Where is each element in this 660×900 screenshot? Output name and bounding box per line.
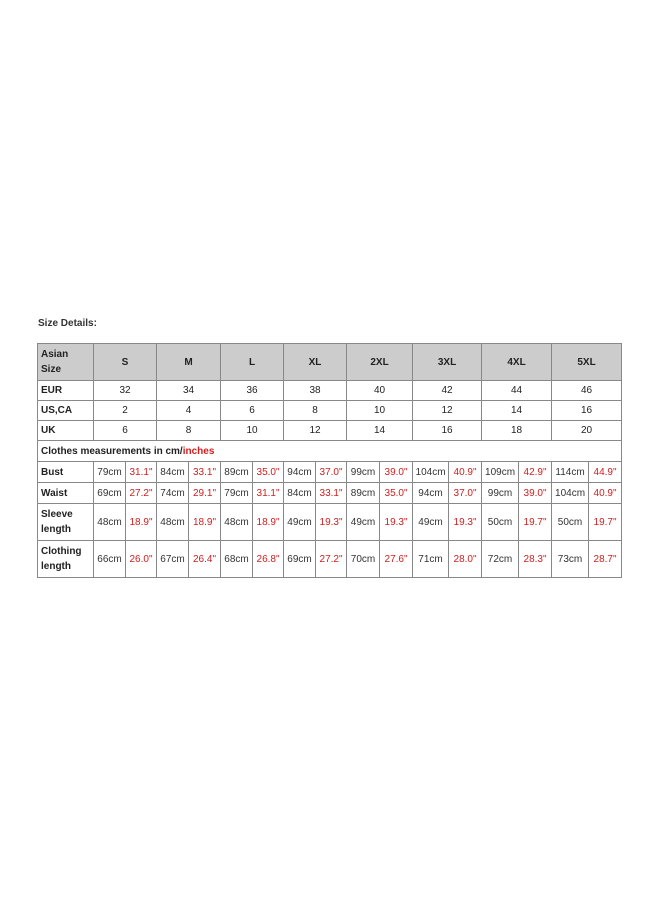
table-cell: 8 bbox=[157, 421, 221, 441]
cm-cell: 99cm bbox=[482, 483, 519, 504]
cm-cell: 49cm bbox=[413, 504, 449, 541]
cm-cell: 72cm bbox=[482, 541, 519, 578]
asian-size-header: Asian Size bbox=[38, 344, 94, 381]
size-details-caption: Size Details: bbox=[38, 318, 97, 329]
table-cell: 42 bbox=[413, 381, 482, 401]
table-cell: 4 bbox=[157, 401, 221, 421]
size-chart-table bbox=[37, 343, 622, 578]
inch-cell: 26.4" bbox=[189, 541, 221, 578]
inch-cell: 28.7" bbox=[589, 541, 622, 578]
us-ca-row bbox=[38, 401, 622, 421]
cm-cell: 48cm bbox=[94, 504, 126, 541]
cm-cell: 79cm bbox=[221, 483, 253, 504]
inch-cell: 19.3" bbox=[449, 504, 482, 541]
inch-cell: 37.0" bbox=[316, 462, 347, 483]
uk-row bbox=[38, 421, 622, 441]
sleeve-length-row bbox=[38, 504, 622, 541]
table-cell: 16 bbox=[552, 401, 622, 421]
inch-cell: 18.9" bbox=[253, 504, 284, 541]
measurements-section-title bbox=[38, 441, 622, 462]
cm-cell: 94cm bbox=[284, 462, 316, 483]
cm-cell: 89cm bbox=[221, 462, 253, 483]
size-header-cell: 4XL bbox=[482, 344, 552, 381]
table-cell: 6 bbox=[221, 401, 284, 421]
table-cell: 32 bbox=[94, 381, 157, 401]
size-header-cell: L bbox=[221, 344, 284, 381]
size-header-cell: 2XL bbox=[347, 344, 413, 381]
cm-cell: 79cm bbox=[94, 462, 126, 483]
inch-cell: 27.2" bbox=[316, 541, 347, 578]
cm-cell: 104cm bbox=[413, 462, 449, 483]
table-cell: 18 bbox=[482, 421, 552, 441]
row-label: EUR bbox=[38, 381, 94, 401]
cm-cell: 69cm bbox=[284, 541, 316, 578]
table-cell: 10 bbox=[347, 401, 413, 421]
inch-cell: 19.3" bbox=[316, 504, 347, 541]
section-title-highlight: inches bbox=[182, 445, 215, 457]
section-title-prefix: Clothes measurements in cm/ bbox=[41, 445, 183, 457]
eur-row bbox=[38, 381, 622, 401]
inch-cell: 42.9" bbox=[519, 462, 552, 483]
cm-cell: 68cm bbox=[221, 541, 253, 578]
size-header-cell: 5XL bbox=[552, 344, 622, 381]
cm-cell: 49cm bbox=[347, 504, 380, 541]
size-header-cell: 3XL bbox=[413, 344, 482, 381]
table-cell: 12 bbox=[413, 401, 482, 421]
cm-cell: 114cm bbox=[552, 462, 589, 483]
inch-cell: 26.8" bbox=[253, 541, 284, 578]
inch-cell: 27.2" bbox=[126, 483, 157, 504]
row-label: UK bbox=[38, 421, 94, 441]
size-header-row bbox=[38, 344, 622, 381]
table-cell: 14 bbox=[482, 401, 552, 421]
table-cell: 8 bbox=[284, 401, 347, 421]
cm-cell: 66cm bbox=[94, 541, 126, 578]
row-label: Bust bbox=[38, 462, 94, 483]
clothing-length-row bbox=[38, 541, 622, 578]
cm-cell: 69cm bbox=[94, 483, 126, 504]
table-cell: 14 bbox=[347, 421, 413, 441]
inch-cell: 35.0" bbox=[380, 483, 413, 504]
table-cell: 38 bbox=[284, 381, 347, 401]
size-header-cell: S bbox=[94, 344, 157, 381]
cm-cell: 48cm bbox=[221, 504, 253, 541]
table-cell: 2 bbox=[94, 401, 157, 421]
bust-row bbox=[38, 462, 622, 483]
cm-cell: 71cm bbox=[413, 541, 449, 578]
table-cell: 36 bbox=[221, 381, 284, 401]
inch-cell: 33.1" bbox=[316, 483, 347, 504]
inch-cell: 44.9" bbox=[589, 462, 622, 483]
table-cell: 12 bbox=[284, 421, 347, 441]
table-cell: 44 bbox=[482, 381, 552, 401]
row-label: US,CA bbox=[38, 401, 94, 421]
inch-cell: 19.3" bbox=[380, 504, 413, 541]
cm-cell: 109cm bbox=[482, 462, 519, 483]
size-header-cell: M bbox=[157, 344, 221, 381]
cm-cell: 89cm bbox=[347, 483, 380, 504]
cm-cell: 50cm bbox=[552, 504, 589, 541]
cm-cell: 67cm bbox=[157, 541, 189, 578]
inch-cell: 19.7" bbox=[589, 504, 622, 541]
cm-cell: 99cm bbox=[347, 462, 380, 483]
cm-cell: 73cm bbox=[552, 541, 589, 578]
cm-cell: 70cm bbox=[347, 541, 380, 578]
inch-cell: 28.3" bbox=[519, 541, 552, 578]
inch-cell: 31.1" bbox=[253, 483, 284, 504]
table-cell: 20 bbox=[552, 421, 622, 441]
inch-cell: 18.9" bbox=[126, 504, 157, 541]
inch-cell: 19.7" bbox=[519, 504, 552, 541]
cm-cell: 48cm bbox=[157, 504, 189, 541]
cm-cell: 50cm bbox=[482, 504, 519, 541]
table-cell: 6 bbox=[94, 421, 157, 441]
table-cell: 34 bbox=[157, 381, 221, 401]
row-label: Clothing length bbox=[38, 541, 94, 578]
table-cell: 10 bbox=[221, 421, 284, 441]
table-cell: 46 bbox=[552, 381, 622, 401]
waist-row bbox=[38, 483, 622, 504]
inch-cell: 39.0" bbox=[519, 483, 552, 504]
cm-cell: 104cm bbox=[552, 483, 589, 504]
row-label: Waist bbox=[38, 483, 94, 504]
inch-cell: 31.1" bbox=[126, 462, 157, 483]
cm-cell: 74cm bbox=[157, 483, 189, 504]
inch-cell: 28.0" bbox=[449, 541, 482, 578]
inch-cell: 40.9" bbox=[589, 483, 622, 504]
size-header-cell: XL bbox=[284, 344, 347, 381]
inch-cell: 29.1" bbox=[189, 483, 221, 504]
inch-cell: 18.9" bbox=[189, 504, 221, 541]
inch-cell: 26.0" bbox=[126, 541, 157, 578]
cm-cell: 49cm bbox=[284, 504, 316, 541]
row-label: Sleeve length bbox=[38, 504, 94, 541]
table-cell: 16 bbox=[413, 421, 482, 441]
cm-cell: 94cm bbox=[413, 483, 449, 504]
inch-cell: 35.0" bbox=[253, 462, 284, 483]
measurements-section-row bbox=[38, 441, 622, 462]
inch-cell: 39.0" bbox=[380, 462, 413, 483]
inch-cell: 27.6" bbox=[380, 541, 413, 578]
cm-cell: 84cm bbox=[284, 483, 316, 504]
inch-cell: 33.1" bbox=[189, 462, 221, 483]
inch-cell: 37.0" bbox=[449, 483, 482, 504]
table-cell: 40 bbox=[347, 381, 413, 401]
cm-cell: 84cm bbox=[157, 462, 189, 483]
inch-cell: 40.9" bbox=[449, 462, 482, 483]
